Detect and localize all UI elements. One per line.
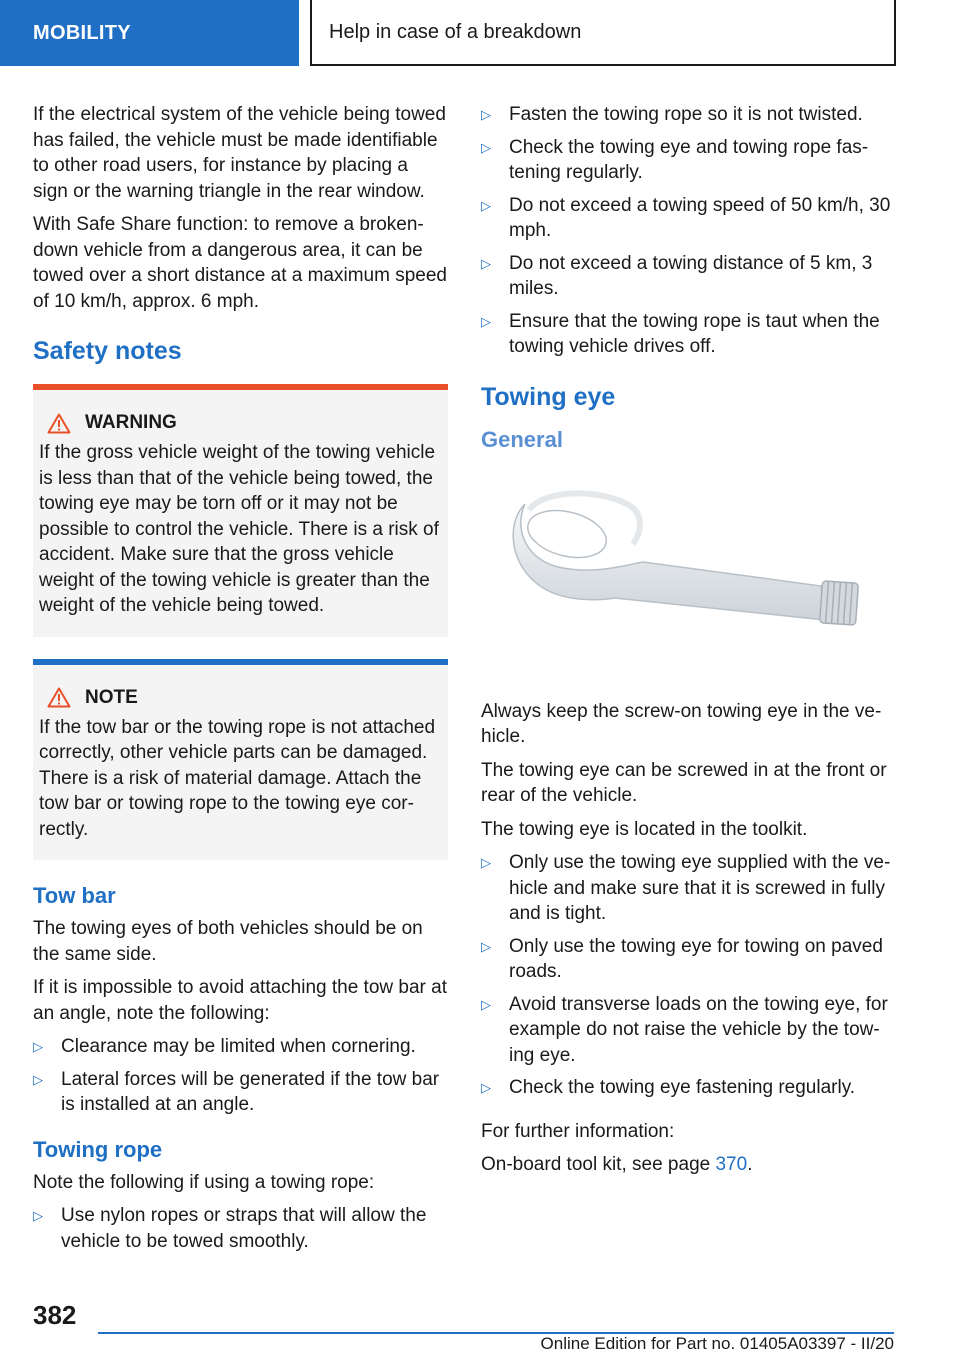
bullet-triangle-icon: ▷ xyxy=(481,197,491,213)
page-header xyxy=(0,0,960,66)
intro-paragraph-2: With Safe Share function: to remove a broken-down vehicle from a dangerous area, it can be towed over a short distance at a maximum speed of 10 km/h, approx. 6 mph. xyxy=(33,214,447,312)
warning-title xyxy=(47,412,440,434)
list-item: ▷ Use nylon ropes or straps that will allow the vehicle to be towed smoothly. xyxy=(33,1205,427,1252)
further-info-reference: On-board tool kit, see page 370. xyxy=(481,1154,753,1175)
note-box xyxy=(33,659,448,861)
towing-rope-list xyxy=(33,1203,448,1254)
list-item: ▷ Ensure that the towing rope is taut when the towing vehicle drives off. xyxy=(481,310,880,357)
list-item: ▷ Check the towing eye fastening regularly. xyxy=(481,1075,896,1101)
towing-eye-illustration xyxy=(503,470,883,670)
bullet-triangle-icon: ▷ xyxy=(481,139,491,155)
towing-rope-paragraph: Note the following if using a towing rope: xyxy=(33,1171,375,1193)
towing-rope-heading: Towing rope xyxy=(33,1136,163,1162)
right-column xyxy=(481,102,896,1186)
tow-bar-paragraph-1: The towing eyes of both vehicles should be on the same side. xyxy=(33,918,423,965)
list-item: ▷ Only use the towing eye supplied with the vehicle and make sure that it is screwed in fully and is tight. xyxy=(481,852,891,924)
bullet-triangle-icon: ▷ xyxy=(481,938,491,954)
bullet-triangle-icon: ▷ xyxy=(481,855,491,870)
bullet-triangle-icon: ▷ xyxy=(33,1208,43,1223)
warning-box xyxy=(33,384,448,637)
warning-text: If the gross vehicle weight of the towing vehicle is less than that of the vehicle being towed, the towing eye may be torn off or it may not be possible to control the vehicle. There is a risk of accident. Make sure that the gross vehicle weight of the towing vehicle is greater than the weight of the vehicle being towed. xyxy=(39,442,439,616)
page-number: 382 xyxy=(33,1300,77,1330)
towing-eye-paragraph-1: Always keep the screw-on towing eye in the vehicle. xyxy=(481,700,882,747)
list-item: ▷ Clearance may be limited when cornering. xyxy=(33,1034,448,1060)
tow-bar-list xyxy=(33,1034,448,1118)
general-heading: General xyxy=(481,426,563,452)
bullet-triangle-icon: ▷ xyxy=(481,255,491,271)
chapter-title: Help in case of a breakdown xyxy=(310,0,896,66)
safety-notes-heading: Safety notes xyxy=(33,337,182,365)
towing-rope-list-continued xyxy=(481,102,896,360)
left-column xyxy=(33,102,448,1264)
section-tab: MOBILITY xyxy=(0,0,299,66)
list-item: ▷ Fasten the towing rope so it is not twisted. xyxy=(481,102,896,128)
tow-bar-heading: Tow bar xyxy=(33,883,116,908)
edition-text: Online Edition for Part no. 01405A03397 - II/20 xyxy=(540,1334,894,1353)
note-title xyxy=(47,687,440,709)
list-item: ▷ Do not exceed a towing distance of 5 km, 3 miles. xyxy=(481,252,873,299)
further-info-label: For further information: xyxy=(481,1120,675,1142)
towing-eye-list xyxy=(481,850,896,1101)
list-item: ▷ Do not exceed a towing speed of 50 km/h, 30 mph. xyxy=(481,194,891,241)
list-item: ▷ Check the towing eye and towing rope fastening regularly. xyxy=(481,136,869,183)
note-text: If the tow bar or the towing rope is not attached correctly, other vehicle parts can be damaged. There is a risk of material damage. Attach the tow bar or towing rope to the towing eye correctly. xyxy=(39,716,436,840)
towing-eye-paragraph-3: The towing eye is located in the toolkit. xyxy=(481,818,808,840)
towing-eye-paragraph-2: The towing eye can be screwed in at the front or rear of the vehicle. xyxy=(481,759,887,806)
caution-triangle-icon xyxy=(47,687,71,708)
towing-eye-heading: Towing eye xyxy=(481,382,616,411)
intro-paragraph-1: If the electrical system of the vehicle being towed has failed, the vehicle must be made identifiable to other road users, for instance by placing a sign or the warning triangle in the rear window. xyxy=(33,104,446,202)
bullet-triangle-icon: ▷ xyxy=(33,1071,43,1087)
bullet-triangle-icon: ▷ xyxy=(481,1080,491,1095)
bullet-triangle-icon: ▷ xyxy=(33,1039,43,1054)
note-label: NOTE xyxy=(85,686,138,708)
warning-triangle-icon xyxy=(47,413,71,434)
bullet-triangle-icon: ▷ xyxy=(481,107,491,122)
tow-bar-paragraph-2: If it is impossible to avoid attaching the tow bar at an angle, note the following: xyxy=(33,977,447,1024)
warning-label: WARNING xyxy=(85,412,177,433)
list-item: ▷ Lateral forces will be generated if the tow bar is installed at an angle. xyxy=(33,1068,440,1115)
list-item: ▷ Avoid transverse loads on the towing eye, for example do not raise the vehicle by the towing eye. xyxy=(481,993,888,1066)
list-item: ▷ Only use the towing eye for towing on paved roads. xyxy=(481,935,883,982)
bullet-triangle-icon: ▷ xyxy=(481,996,491,1012)
bullet-triangle-icon: ▷ xyxy=(481,313,491,329)
page-reference-link[interactable]: 370 xyxy=(715,1154,748,1175)
